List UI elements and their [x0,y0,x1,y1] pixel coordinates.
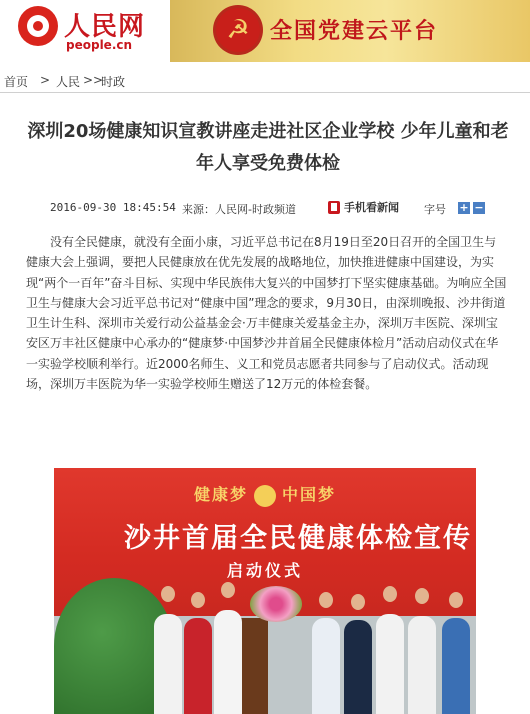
person [344,620,372,714]
person [408,616,436,714]
flower-arrangement [250,586,302,622]
site-header [0,0,530,64]
logo-emblem-icon [18,6,58,46]
logo-cn-text: 人民网 [64,12,146,42]
person [184,618,212,714]
font-decrease-button[interactable]: − [474,201,484,214]
font-increase-button[interactable]: + [459,201,469,214]
font-size-label: 字号 [424,203,446,216]
slogan-left: 健康梦 [193,485,248,504]
article-photo [54,468,476,714]
person-head [449,592,463,608]
logo-en-text: people.cn [66,38,133,52]
person-head [383,586,397,602]
mobile-news-label: 手机看新闻 [344,201,399,214]
person-head [191,592,205,608]
people-logo[interactable] [18,6,158,58]
person [442,618,470,714]
breadcrumb-separator: >> [83,73,104,87]
person-head [319,592,333,608]
publish-date: 2016-09-30 18:45:54 [50,201,176,214]
person-head [351,594,365,610]
banner-sub-text: 启动仪式 [226,561,303,580]
banner-slogan [54,482,476,507]
person [154,614,182,714]
article-body: 没有全民健康，就没有全面小康，习近平总书记在8月19日至20日召开的全国卫生与健康大会上强调，要把人民健康放在优先发展的战略地位，加快推进健康中国建设，为实现“两个一百年”奋斗目标、实现中华民族伟大复兴的中国梦打下坚实健康基础。为响应全国卫生与健康大会习近平总书记对“健康中国”理念的要求，9月30日，由深圳晚报、沙井街道卫生计生科、深圳市关爱行动公益基金会·万丰健康关爱基金主办，深圳万丰医院、深圳宝安区万丰社区健康中心承办的“健康梦·中国梦沙井首届全民健康体检月”活动启动仪式在华一实验学校顺利举行。近2000名师生、义工和党员志愿者共同参与了启动仪式。活动现场，深圳万丰医院为华一实验学校师生赠送了12万元的体检套餐。 [26,235,507,392]
article-meta [0,198,530,218]
slogan-right: 中国梦 [282,485,337,504]
breadcrumb-channel[interactable]: 时政 [101,75,126,89]
breadcrumb [0,68,530,93]
article-source[interactable]: 来源：人民网-时政频道 [182,203,296,216]
mobile-news-link[interactable] [328,199,399,215]
party-emblem-icon: ☭ [216,8,260,52]
banner-main-text: 沙井首届全民健康体检宣传 [124,523,472,554]
breadcrumb-separator: > [40,73,51,87]
person [312,618,340,714]
person-head [221,582,235,598]
health-emblem-icon [254,485,276,507]
breadcrumb-section[interactable]: 人民 [56,75,81,89]
article-title: 深圳20场健康知识宣教讲座走进社区企业学校 少年儿童和老年人享受免费体检 [27,121,509,174]
person-head [415,588,429,604]
person [376,614,404,714]
mobile-phone-icon [328,201,340,214]
banner-text: 全国党建云平台 [270,19,439,44]
breadcrumb-home[interactable]: 首页 [4,75,29,89]
person-head [161,586,175,602]
party-cloud-banner[interactable] [170,0,530,62]
person [214,610,242,714]
